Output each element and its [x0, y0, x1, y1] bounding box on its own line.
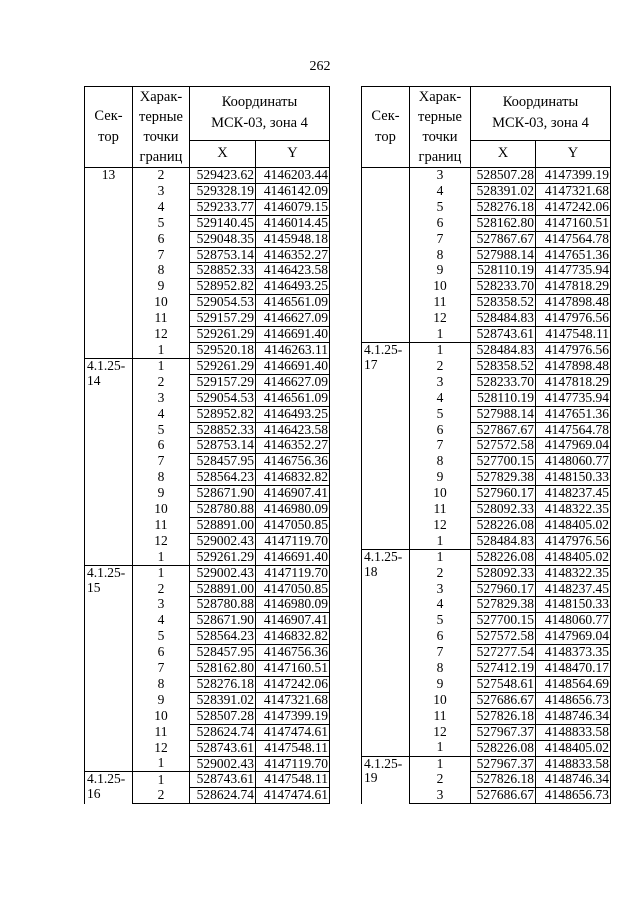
- point-number-cell: 2: [133, 374, 190, 390]
- x-coordinate-cell: 529054.53: [190, 295, 256, 311]
- y-coordinate-cell: 4147242.06: [536, 199, 611, 215]
- point-number-cell: 11: [133, 517, 190, 533]
- y-coordinate-cell: 4148470.17: [536, 661, 611, 677]
- point-number-cell: 1: [133, 772, 190, 788]
- point-number-cell: 8: [133, 470, 190, 486]
- y-coordinate-cell: 4148656.73: [536, 692, 611, 708]
- point-number-cell: 12: [410, 311, 471, 327]
- point-number-cell: 1: [410, 549, 471, 565]
- y-coordinate-cell: 4148237.45: [536, 486, 611, 502]
- point-number-cell: 9: [410, 470, 471, 486]
- y-coordinate-cell: 4146907.41: [256, 486, 330, 502]
- y-coordinate-cell: 4145948.18: [256, 231, 330, 247]
- y-coordinate-cell: 4147976.56: [536, 533, 611, 549]
- x-coordinate-cell: 528110.19: [471, 390, 536, 406]
- y-coordinate-cell: 4148060.77: [536, 454, 611, 470]
- point-number-cell: 9: [133, 279, 190, 295]
- y-coordinate-cell: 4148746.34: [536, 708, 611, 724]
- point-number-cell: 12: [133, 740, 190, 756]
- x-coordinate-cell: 528671.90: [190, 486, 256, 502]
- y-coordinate-cell: 4148237.45: [536, 581, 611, 597]
- x-coordinate-cell: 527988.14: [471, 247, 536, 263]
- point-number-cell: 6: [410, 215, 471, 231]
- point-number-cell: 1: [133, 358, 190, 374]
- point-number-cell: 1: [410, 740, 471, 756]
- x-coordinate-cell: 528891.00: [190, 517, 256, 533]
- point-number-cell: 11: [133, 311, 190, 327]
- point-number-cell: 9: [133, 486, 190, 502]
- point-number-cell: 7: [410, 645, 471, 661]
- y-coordinate-cell: 4146203.44: [256, 168, 330, 184]
- x-coordinate-cell: 529423.62: [190, 168, 256, 184]
- x-coordinate-cell: 528507.28: [471, 168, 536, 184]
- y-coordinate-cell: 4148405.02: [536, 740, 611, 756]
- point-number-cell: 3: [410, 581, 471, 597]
- table-row: [85, 168, 330, 184]
- point-number-cell: 4: [133, 613, 190, 629]
- x-coordinate-cell: 529261.29: [190, 327, 256, 343]
- y-coordinate-cell: 4147474.61: [256, 788, 330, 804]
- y-coordinate-cell: 4147399.19: [256, 708, 330, 724]
- point-number-cell: 4: [133, 406, 190, 422]
- y-coordinate-cell: 4146142.09: [256, 183, 330, 199]
- x-coordinate-cell: 527829.38: [471, 597, 536, 613]
- table-row: [362, 168, 611, 184]
- y-coordinate-cell: 4147242.06: [256, 677, 330, 693]
- x-coordinate-cell: 528624.74: [190, 724, 256, 740]
- point-number-cell: 11: [410, 502, 471, 518]
- x-coordinate-cell: 528358.52: [471, 295, 536, 311]
- x-coordinate-cell: 528484.83: [471, 342, 536, 358]
- sector-cell: 4.1.25- 19: [362, 756, 410, 804]
- x-coordinate-cell: 527826.18: [471, 708, 536, 724]
- x-coordinate-cell: 528671.90: [190, 613, 256, 629]
- y-coordinate-cell: 4148746.34: [536, 772, 611, 788]
- x-coordinate-cell: 528162.80: [471, 215, 536, 231]
- x-coordinate-cell: 528507.28: [190, 708, 256, 724]
- point-number-cell: 8: [133, 263, 190, 279]
- point-number-cell: 11: [410, 295, 471, 311]
- y-coordinate-cell: 4147898.48: [536, 295, 611, 311]
- x-header: X: [471, 140, 536, 167]
- sector-cell: 4.1.25- 16: [85, 772, 133, 804]
- point-number-cell: 10: [133, 295, 190, 311]
- point-number-cell: 5: [410, 613, 471, 629]
- point-number-cell: 9: [410, 263, 471, 279]
- point-number-cell: 4: [410, 597, 471, 613]
- table-row: [362, 756, 611, 772]
- x-coordinate-cell: 528484.83: [471, 533, 536, 549]
- sector-header: Сек- тор: [85, 87, 133, 168]
- point-number-cell: 8: [410, 454, 471, 470]
- y-coordinate-cell: 4148405.02: [536, 549, 611, 565]
- point-number-cell: 6: [410, 629, 471, 645]
- point-number-cell: 3: [410, 788, 471, 804]
- x-coordinate-cell: 528457.95: [190, 645, 256, 661]
- x-coordinate-cell: 529520.18: [190, 342, 256, 358]
- x-coordinate-cell: 527686.67: [471, 788, 536, 804]
- x-coordinate-cell: 529328.19: [190, 183, 256, 199]
- point-number-cell: 1: [410, 342, 471, 358]
- y-coordinate-cell: 4146627.09: [256, 374, 330, 390]
- y-header: Y: [256, 140, 330, 167]
- point-number-cell: 9: [410, 677, 471, 693]
- point-number-cell: 1: [133, 756, 190, 772]
- y-coordinate-cell: 4147651.36: [536, 247, 611, 263]
- point-number-cell: 10: [410, 692, 471, 708]
- point-number-cell: 1: [410, 533, 471, 549]
- y-coordinate-cell: 4147818.29: [536, 374, 611, 390]
- y-coordinate-cell: 4147969.04: [536, 438, 611, 454]
- x-coordinate-cell: 527967.37: [471, 756, 536, 772]
- coordinates-header: Координаты МСК-03, зона 4: [190, 87, 330, 141]
- point-number-cell: 12: [133, 533, 190, 549]
- point-number-cell: 11: [133, 724, 190, 740]
- x-coordinate-cell: 528852.33: [190, 422, 256, 438]
- y-coordinate-cell: 4147969.04: [536, 629, 611, 645]
- x-coordinate-cell: 528564.23: [190, 629, 256, 645]
- x-coordinate-cell: 529048.35: [190, 231, 256, 247]
- y-coordinate-cell: 4147976.56: [536, 342, 611, 358]
- x-coordinate-cell: 529054.53: [190, 390, 256, 406]
- y-coordinate-cell: 4147898.48: [536, 358, 611, 374]
- x-coordinate-cell: 528092.33: [471, 502, 536, 518]
- table-row: [85, 565, 330, 581]
- sector-cell: 4.1.25- 18: [362, 549, 410, 756]
- point-number-cell: 10: [133, 708, 190, 724]
- point-number-cell: 2: [133, 168, 190, 184]
- point-number-cell: 11: [410, 708, 471, 724]
- point-number-cell: 3: [133, 183, 190, 199]
- y-coordinate-cell: 4146561.09: [256, 295, 330, 311]
- y-coordinate-cell: 4146907.41: [256, 613, 330, 629]
- point-number-cell: 2: [133, 581, 190, 597]
- y-coordinate-cell: 4147321.68: [536, 183, 611, 199]
- x-coordinate-cell: 528852.33: [190, 263, 256, 279]
- x-coordinate-cell: 527867.67: [471, 231, 536, 247]
- y-coordinate-cell: 4146756.36: [256, 645, 330, 661]
- x-coordinate-cell: 528780.88: [190, 502, 256, 518]
- x-coordinate-cell: 528780.88: [190, 597, 256, 613]
- x-coordinate-cell: 529157.29: [190, 311, 256, 327]
- y-coordinate-cell: 4147548.11: [536, 327, 611, 343]
- x-coordinate-cell: 528564.23: [190, 470, 256, 486]
- x-coordinate-cell: 527277.54: [471, 645, 536, 661]
- y-coordinate-cell: 4148405.02: [536, 517, 611, 533]
- y-coordinate-cell: 4148833.58: [536, 724, 611, 740]
- y-coordinate-cell: 4147160.51: [256, 661, 330, 677]
- x-coordinate-cell: 527826.18: [471, 772, 536, 788]
- point-number-cell: 9: [133, 692, 190, 708]
- y-coordinate-cell: 4146691.40: [256, 327, 330, 343]
- y-coordinate-cell: 4147651.36: [536, 406, 611, 422]
- point-number-cell: 6: [410, 422, 471, 438]
- x-coordinate-cell: 529002.43: [190, 533, 256, 549]
- x-coordinate-cell: 527572.58: [471, 438, 536, 454]
- point-number-cell: 2: [410, 565, 471, 581]
- y-coordinate-cell: 4148060.77: [536, 613, 611, 629]
- point-number-cell: 2: [133, 788, 190, 804]
- x-header: X: [190, 140, 256, 167]
- x-coordinate-cell: 528753.14: [190, 247, 256, 263]
- x-coordinate-cell: 528624.74: [190, 788, 256, 804]
- table-row: [362, 342, 611, 358]
- sector-cell: [362, 168, 410, 343]
- point-number-cell: 4: [133, 199, 190, 215]
- x-coordinate-cell: 528233.70: [471, 374, 536, 390]
- y-coordinate-cell: 4146352.27: [256, 247, 330, 263]
- point-number-cell: 12: [410, 517, 471, 533]
- table-row: [362, 549, 611, 565]
- x-coordinate-cell: 528276.18: [471, 199, 536, 215]
- point-number-cell: 7: [133, 454, 190, 470]
- x-coordinate-cell: 528457.95: [190, 454, 256, 470]
- coordinates-table-right: [361, 86, 611, 804]
- point-number-cell: 2: [410, 772, 471, 788]
- y-coordinate-cell: 4148373.35: [536, 645, 611, 661]
- y-coordinate-cell: 4148322.35: [536, 565, 611, 581]
- y-coordinate-cell: 4146832.82: [256, 470, 330, 486]
- y-coordinate-cell: 4147564.78: [536, 231, 611, 247]
- point-number-cell: 8: [410, 661, 471, 677]
- x-coordinate-cell: 529002.43: [190, 756, 256, 772]
- x-coordinate-cell: 527572.58: [471, 629, 536, 645]
- y-coordinate-cell: 4146691.40: [256, 549, 330, 565]
- sector-cell: 4.1.25- 14: [85, 358, 133, 565]
- x-coordinate-cell: 528358.52: [471, 358, 536, 374]
- point-number-cell: 5: [410, 406, 471, 422]
- y-coordinate-cell: 4146493.25: [256, 406, 330, 422]
- y-coordinate-cell: 4146352.27: [256, 438, 330, 454]
- sector-cell: 4.1.25- 17: [362, 342, 410, 549]
- x-coordinate-cell: 528226.08: [471, 740, 536, 756]
- x-coordinate-cell: 528233.70: [471, 279, 536, 295]
- point-number-cell: 3: [133, 390, 190, 406]
- x-coordinate-cell: 528891.00: [190, 581, 256, 597]
- x-coordinate-cell: 527988.14: [471, 406, 536, 422]
- point-number-cell: 10: [410, 279, 471, 295]
- point-number-cell: 6: [133, 438, 190, 454]
- coordinates-header: Координаты МСК-03, зона 4: [471, 87, 611, 141]
- y-coordinate-cell: 4146561.09: [256, 390, 330, 406]
- y-coordinate-cell: 4146493.25: [256, 279, 330, 295]
- characteristic-points-header: Харак- терные точки границ: [133, 87, 190, 168]
- sector-cell: 13: [85, 168, 133, 359]
- x-coordinate-cell: 529140.45: [190, 215, 256, 231]
- y-coordinate-cell: 4146832.82: [256, 629, 330, 645]
- x-coordinate-cell: 528391.02: [190, 692, 256, 708]
- y-coordinate-cell: 4147399.19: [536, 168, 611, 184]
- x-coordinate-cell: 528952.82: [190, 279, 256, 295]
- y-coordinate-cell: 4147119.70: [256, 756, 330, 772]
- x-coordinate-cell: 528276.18: [190, 677, 256, 693]
- y-coordinate-cell: 4148150.33: [536, 470, 611, 486]
- point-number-cell: 1: [133, 342, 190, 358]
- y-coordinate-cell: 4146423.58: [256, 263, 330, 279]
- y-coordinate-cell: 4147548.11: [256, 772, 330, 788]
- y-coordinate-cell: 4146980.09: [256, 502, 330, 518]
- point-number-cell: 1: [133, 565, 190, 581]
- y-coordinate-cell: 4147474.61: [256, 724, 330, 740]
- characteristic-points-header: Харак- терные точки границ: [410, 87, 471, 168]
- point-number-cell: 5: [133, 422, 190, 438]
- point-number-cell: 6: [133, 645, 190, 661]
- y-coordinate-cell: 4147119.70: [256, 565, 330, 581]
- x-coordinate-cell: 528391.02: [471, 183, 536, 199]
- x-coordinate-cell: 529157.29: [190, 374, 256, 390]
- y-coordinate-cell: 4146423.58: [256, 422, 330, 438]
- x-coordinate-cell: 528743.61: [471, 327, 536, 343]
- x-coordinate-cell: 527686.67: [471, 692, 536, 708]
- point-number-cell: 10: [410, 486, 471, 502]
- x-coordinate-cell: 528484.83: [471, 311, 536, 327]
- point-number-cell: 7: [410, 438, 471, 454]
- y-coordinate-cell: 4146079.15: [256, 199, 330, 215]
- x-coordinate-cell: 529233.77: [190, 199, 256, 215]
- table-row: [85, 358, 330, 374]
- coordinates-table-left: [84, 86, 330, 804]
- y-coordinate-cell: 4146263.11: [256, 342, 330, 358]
- x-coordinate-cell: 528162.80: [190, 661, 256, 677]
- point-number-cell: 4: [410, 390, 471, 406]
- point-number-cell: 1: [410, 327, 471, 343]
- point-number-cell: 7: [133, 247, 190, 263]
- point-number-cell: 3: [133, 597, 190, 613]
- y-coordinate-cell: 4146627.09: [256, 311, 330, 327]
- x-coordinate-cell: 528743.61: [190, 772, 256, 788]
- point-number-cell: 1: [410, 756, 471, 772]
- y-coordinate-cell: 4148656.73: [536, 788, 611, 804]
- x-coordinate-cell: 529261.29: [190, 358, 256, 374]
- point-number-cell: 8: [133, 677, 190, 693]
- sector-header: Сек- тор: [362, 87, 410, 168]
- y-coordinate-cell: 4147735.94: [536, 263, 611, 279]
- x-coordinate-cell: 528226.08: [471, 549, 536, 565]
- y-coordinate-cell: 4147976.56: [536, 311, 611, 327]
- x-coordinate-cell: 527548.61: [471, 677, 536, 693]
- point-number-cell: 5: [133, 629, 190, 645]
- x-coordinate-cell: 527700.15: [471, 454, 536, 470]
- point-number-cell: 12: [410, 724, 471, 740]
- y-coordinate-cell: 4147321.68: [256, 692, 330, 708]
- x-coordinate-cell: 529261.29: [190, 549, 256, 565]
- x-coordinate-cell: 527412.19: [471, 661, 536, 677]
- page-number: 262: [309, 59, 331, 74]
- sector-cell: 4.1.25- 15: [85, 565, 133, 772]
- point-number-cell: 5: [410, 199, 471, 215]
- y-coordinate-cell: 4146980.09: [256, 597, 330, 613]
- point-number-cell: 5: [133, 215, 190, 231]
- point-number-cell: 7: [133, 661, 190, 677]
- y-coordinate-cell: 4147564.78: [536, 422, 611, 438]
- table-row: [85, 772, 330, 788]
- x-coordinate-cell: 527967.37: [471, 724, 536, 740]
- y-header: Y: [536, 140, 611, 167]
- y-coordinate-cell: 4147818.29: [536, 279, 611, 295]
- x-coordinate-cell: 528743.61: [190, 740, 256, 756]
- y-coordinate-cell: 4148150.33: [536, 597, 611, 613]
- x-coordinate-cell: 528110.19: [471, 263, 536, 279]
- x-coordinate-cell: 528226.08: [471, 517, 536, 533]
- y-coordinate-cell: 4148564.69: [536, 677, 611, 693]
- point-number-cell: 3: [410, 168, 471, 184]
- x-coordinate-cell: 527829.38: [471, 470, 536, 486]
- y-coordinate-cell: 4147119.70: [256, 533, 330, 549]
- x-coordinate-cell: 528753.14: [190, 438, 256, 454]
- y-coordinate-cell: 4148322.35: [536, 502, 611, 518]
- x-coordinate-cell: 527700.15: [471, 613, 536, 629]
- point-number-cell: 7: [410, 231, 471, 247]
- x-coordinate-cell: 527960.17: [471, 486, 536, 502]
- y-coordinate-cell: 4146691.40: [256, 358, 330, 374]
- x-coordinate-cell: 527867.67: [471, 422, 536, 438]
- y-coordinate-cell: 4147160.51: [536, 215, 611, 231]
- x-coordinate-cell: 527960.17: [471, 581, 536, 597]
- point-number-cell: 2: [410, 358, 471, 374]
- point-number-cell: 4: [410, 183, 471, 199]
- point-number-cell: 1: [133, 549, 190, 565]
- point-number-cell: 10: [133, 502, 190, 518]
- y-coordinate-cell: 4148833.58: [536, 756, 611, 772]
- y-coordinate-cell: 4146014.45: [256, 215, 330, 231]
- y-coordinate-cell: 4146756.36: [256, 454, 330, 470]
- y-coordinate-cell: 4147548.11: [256, 740, 330, 756]
- point-number-cell: 12: [133, 327, 190, 343]
- point-number-cell: 3: [410, 374, 471, 390]
- y-coordinate-cell: 4147050.85: [256, 517, 330, 533]
- y-coordinate-cell: 4147050.85: [256, 581, 330, 597]
- point-number-cell: 6: [133, 231, 190, 247]
- y-coordinate-cell: 4147735.94: [536, 390, 611, 406]
- x-coordinate-cell: 529002.43: [190, 565, 256, 581]
- x-coordinate-cell: 528092.33: [471, 565, 536, 581]
- point-number-cell: 8: [410, 247, 471, 263]
- x-coordinate-cell: 528952.82: [190, 406, 256, 422]
